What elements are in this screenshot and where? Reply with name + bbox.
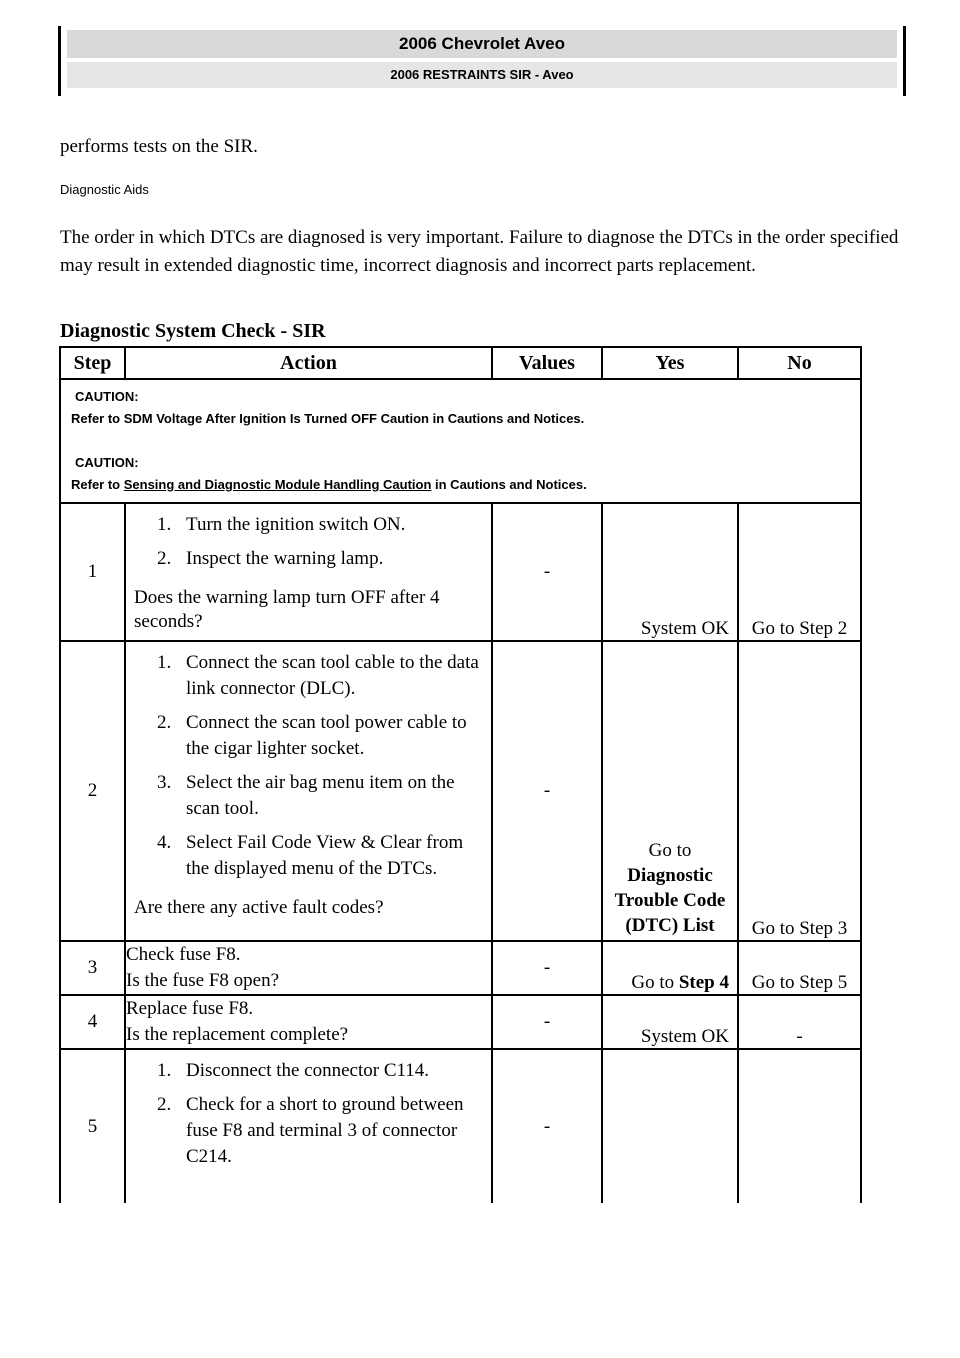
action-item: 2. Check for a short to ground between fuse F8 and terminal 3 of connector C214. — [176, 1092, 491, 1170]
action-list — [126, 512, 491, 572]
caution-text — [71, 410, 850, 428]
table-title: Diagnostic System Check - SIR — [60, 320, 326, 342]
table-row — [60, 641, 861, 941]
question-text: Is the replacement complete? — [126, 1024, 349, 1045]
action-list — [126, 650, 491, 882]
no-cell: Go to Step 3 — [738, 641, 861, 941]
values-cell: - — [492, 1049, 602, 1203]
question-text: Is the fuse F8 open? — [126, 970, 280, 991]
values-cell: - — [492, 995, 602, 1049]
caution-prefix: Refer to — [71, 477, 124, 492]
page-header — [58, 26, 906, 96]
yes-cell — [602, 1049, 738, 1203]
table-row — [60, 995, 861, 1049]
yes-prefix: Go to — [631, 972, 679, 993]
dtc-list-link[interactable]: Diagnostic Trouble Code (DTC) List — [614, 865, 726, 936]
handling-caution-link[interactable]: Sensing and Diagnostic Module Handling Caution — [123, 477, 432, 492]
yes-cell: System OK — [602, 503, 738, 641]
no-cell: - — [738, 995, 861, 1049]
action-cell — [125, 503, 492, 641]
values-cell: - — [492, 941, 602, 995]
intro-text: performs tests on the SIR. — [60, 136, 258, 157]
step-number: 4 — [60, 995, 125, 1049]
caution-text — [71, 476, 850, 494]
no-cell: Go to Step 2 — [738, 503, 861, 641]
table-row — [60, 503, 861, 641]
action-cell — [125, 641, 492, 941]
table-header-row — [60, 347, 861, 379]
action-cell — [125, 1049, 492, 1203]
header-yes: Yes — [602, 347, 738, 379]
no-cell — [738, 1049, 861, 1203]
action-item: 2. Inspect the warning lamp. — [176, 546, 491, 572]
diagnostic-check-table — [59, 346, 862, 1203]
action-text: Check fuse F8. — [126, 944, 241, 965]
action-list — [126, 1058, 491, 1170]
caution-label: CAUTION: — [75, 455, 139, 470]
values-cell: - — [492, 503, 602, 641]
values-cell: - — [492, 641, 602, 941]
action-item: 1. Turn the ignition switch ON. — [176, 512, 491, 538]
action-item: 1. Connect the scan tool cable to the data link connector (DLC). — [176, 650, 491, 702]
action-cell — [125, 995, 492, 1049]
caution-text-1: Refer to SDM Voltage After Ignition Is Turned OFF Caution in Cautions and Notices. — [71, 411, 585, 426]
header-values: Values — [492, 347, 602, 379]
header-no: No — [738, 347, 861, 379]
diagnostic-aids-text: The order in which DTCs are diagnosed is very important. Failure to diagnose the DTCs in the order specified may result in extended diagnostic time, incorrect diagnosis and incorrect parts replacement. — [60, 227, 899, 276]
action-item: 3. Select the air bag menu item on the scan tool. — [176, 770, 491, 822]
question-text: Are there any active fault codes? — [134, 897, 384, 918]
header-action: Action — [125, 347, 492, 379]
action-text: Replace fuse F8. — [126, 998, 254, 1019]
table-row — [60, 1049, 861, 1203]
step-number: 3 — [60, 941, 125, 995]
step-number: 2 — [60, 641, 125, 941]
action-item: 4. Select Fail Code View & Clear from the displayed menu of the DTCs. — [176, 830, 491, 882]
section-subtitle: 2006 RESTRAINTS SIR - Aveo — [67, 62, 897, 88]
diagnostic-aids-heading: Diagnostic Aids — [60, 182, 149, 197]
step-4-link[interactable]: Step 4 — [678, 972, 729, 993]
action-cell — [125, 941, 492, 995]
yes-cell — [602, 641, 738, 941]
step-number: 1 — [60, 503, 125, 641]
caution-cell — [60, 379, 861, 503]
header-step: Step — [60, 347, 125, 379]
caution-suffix: in Cautions and Notices. — [431, 477, 587, 492]
caution-label: CAUTION: — [75, 389, 139, 404]
table-row — [60, 941, 861, 995]
vehicle-title: 2006 Chevrolet Aveo — [67, 30, 897, 58]
question-text: Does the warning lamp turn OFF after 4 seconds? — [134, 587, 440, 632]
action-item: 2. Connect the scan tool power cable to the cigar lighter socket. — [176, 710, 491, 762]
yes-prefix: Go to — [648, 840, 692, 861]
action-item: 1. Disconnect the connector C114. — [176, 1058, 491, 1084]
caution-row — [60, 379, 861, 503]
no-cell: Go to Step 5 — [738, 941, 861, 995]
yes-cell — [602, 941, 738, 995]
step-number: 5 — [60, 1049, 125, 1203]
yes-cell: System OK — [602, 995, 738, 1049]
